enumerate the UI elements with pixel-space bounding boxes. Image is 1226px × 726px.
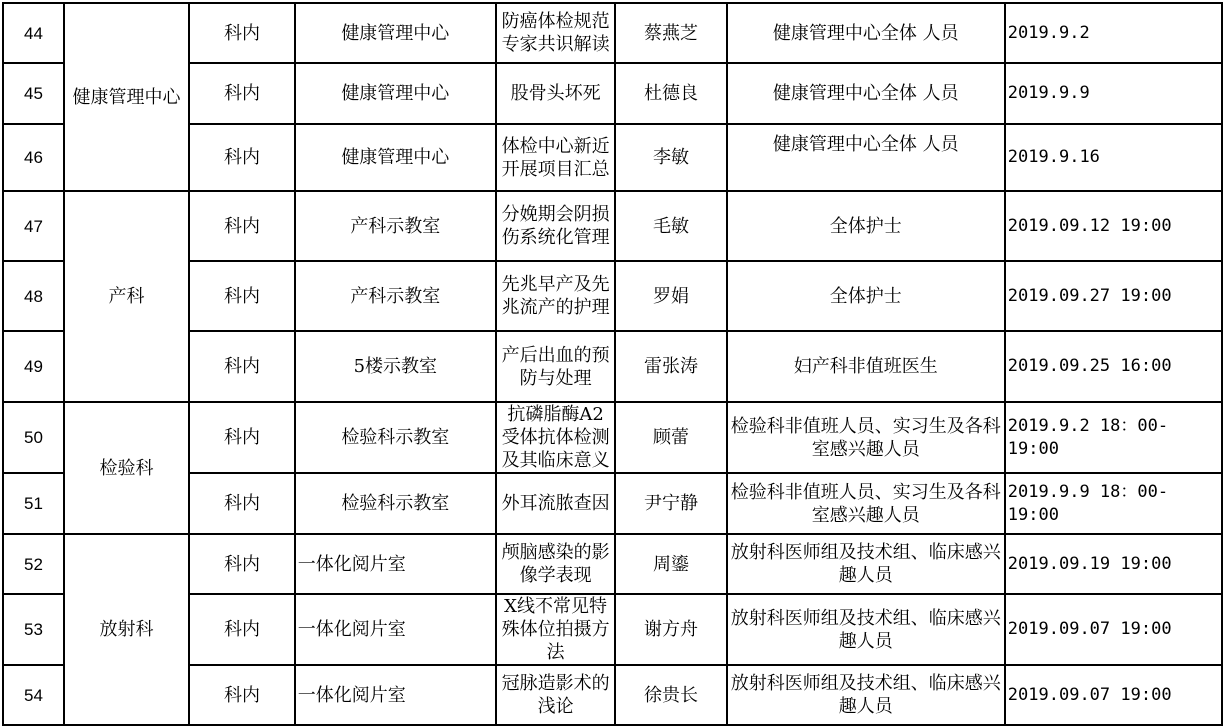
department-cell: 健康管理中心 — [64, 3, 189, 191]
speaker-cell: 雷张涛 — [615, 331, 726, 402]
topic-cell: 产后出血的预防与处理 — [496, 331, 615, 402]
row-number: 44 — [3, 3, 64, 63]
audience-cell: 放射科医师组及技术组、临床感兴趣人员 — [727, 534, 1005, 594]
speaker-cell: 罗娟 — [615, 261, 726, 331]
row-number: 51 — [3, 473, 64, 534]
time-cell: 2019.9.16 — [1005, 124, 1222, 191]
speaker-cell: 杜德良 — [615, 63, 726, 124]
time-cell: 2019.9.9 — [1005, 63, 1222, 124]
time-cell: 2019.09.19 19:00 — [1005, 534, 1222, 594]
topic-cell: 股骨头坏死 — [496, 63, 615, 124]
row-number: 53 — [3, 594, 64, 665]
location-cell: 产科示教室 — [295, 191, 496, 261]
department-cell: 检验科 — [64, 402, 189, 534]
time-cell: 2019.09.25 16:00 — [1005, 331, 1222, 402]
speaker-cell: 顾蕾 — [615, 402, 726, 473]
audience-cell: 检验科非值班人员、实习生及各科室感兴趣人员 — [727, 402, 1005, 473]
time-cell: 2019.09.07 19:00 — [1005, 594, 1222, 665]
location-cell: 产科示教室 — [295, 261, 496, 331]
speaker-cell: 蔡燕芝 — [615, 3, 726, 63]
audience-cell: 放射科医师组及技术组、临床感兴趣人员 — [727, 594, 1005, 665]
topic-cell: 颅脑感染的影像学表现 — [496, 534, 615, 594]
lecture-schedule-table — [2, 2, 1223, 726]
speaker-cell: 谢方舟 — [615, 594, 726, 665]
speaker-cell: 周鎏 — [615, 534, 726, 594]
location-cell: 一体化阅片室 — [295, 665, 496, 725]
speaker-cell: 徐贵长 — [615, 665, 726, 725]
row-number: 48 — [3, 261, 64, 331]
topic-cell: 防癌体检规范专家共识解读 — [496, 3, 615, 63]
time-cell: 2019.09.07 19:00 — [1005, 665, 1222, 725]
topic-cell: 先兆早产及先兆流产的护理 — [496, 261, 615, 331]
location-cell: 一体化阅片室 — [295, 534, 496, 594]
audience-cell: 检验科非值班人员、实习生及各科室感兴趣人员 — [727, 473, 1005, 534]
lecture-type-cell: 科内 — [189, 191, 295, 261]
audience-cell: 放射科医师组及技术组、临床感兴趣人员 — [727, 665, 1005, 725]
row-number: 52 — [3, 534, 64, 594]
topic-cell: 抗磷脂酶A2受体抗体检测及其临床意义 — [496, 402, 615, 473]
location-cell: 健康管理中心 — [295, 124, 496, 191]
time-cell: 2019.09.27 19:00 — [1005, 261, 1222, 331]
row-number: 47 — [3, 191, 64, 261]
audience-cell: 全体护士 — [727, 261, 1005, 331]
time-cell: 2019.09.12 19:00 — [1005, 191, 1222, 261]
location-cell: 健康管理中心 — [295, 3, 496, 63]
table-row — [3, 402, 1222, 473]
location-cell: 一体化阅片室 — [295, 594, 496, 665]
topic-cell: 分娩期会阴损伤系统化管理 — [496, 191, 615, 261]
lecture-type-cell: 科内 — [189, 3, 295, 63]
speaker-cell: 李敏 — [615, 124, 726, 191]
row-number: 46 — [3, 124, 64, 191]
department-cell: 放射科 — [64, 534, 189, 725]
audience-cell: 全体护士 — [727, 191, 1005, 261]
row-number: 49 — [3, 331, 64, 402]
table-row — [3, 3, 1222, 63]
audience-cell: 健康管理中心全体 人员 — [727, 63, 1005, 124]
audience-cell: 健康管理中心全体 人员 — [727, 3, 1005, 63]
lecture-type-cell: 科内 — [189, 124, 295, 191]
audience-cell: 健康管理中心全体 人员 — [727, 124, 1005, 191]
location-cell: 健康管理中心 — [295, 63, 496, 124]
topic-cell: 体检中心新近开展项目汇总 — [496, 124, 615, 191]
lecture-type-cell: 科内 — [189, 534, 295, 594]
table-row — [3, 191, 1222, 261]
topic-cell: X线不常见特殊体位拍摄方法 — [496, 594, 615, 665]
department-cell: 产科 — [64, 191, 189, 402]
row-number: 45 — [3, 63, 64, 124]
lecture-type-cell: 科内 — [189, 331, 295, 402]
time-cell: 2019.9.9 18：00-19:00 — [1005, 473, 1222, 534]
lecture-type-cell: 科内 — [189, 594, 295, 665]
location-cell: 5楼示教室 — [295, 331, 496, 402]
row-number: 54 — [3, 665, 64, 725]
audience-cell: 妇产科非值班医生 — [727, 331, 1005, 402]
speaker-cell: 毛敏 — [615, 191, 726, 261]
topic-cell: 冠脉造影术的浅论 — [496, 665, 615, 725]
lecture-type-cell: 科内 — [189, 473, 295, 534]
lecture-type-cell: 科内 — [189, 402, 295, 473]
time-cell: 2019.9.2 — [1005, 3, 1222, 63]
lecture-type-cell: 科内 — [189, 63, 295, 124]
lecture-type-cell: 科内 — [189, 261, 295, 331]
location-cell: 检验科示教室 — [295, 402, 496, 473]
time-cell: 2019.9.2 18：00-19:00 — [1005, 402, 1222, 473]
row-number: 50 — [3, 402, 64, 473]
topic-cell: 外耳流脓查因 — [496, 473, 615, 534]
location-cell: 检验科示教室 — [295, 473, 496, 534]
speaker-cell: 尹宁静 — [615, 473, 726, 534]
lecture-type-cell: 科内 — [189, 665, 295, 725]
table-row — [3, 534, 1222, 594]
